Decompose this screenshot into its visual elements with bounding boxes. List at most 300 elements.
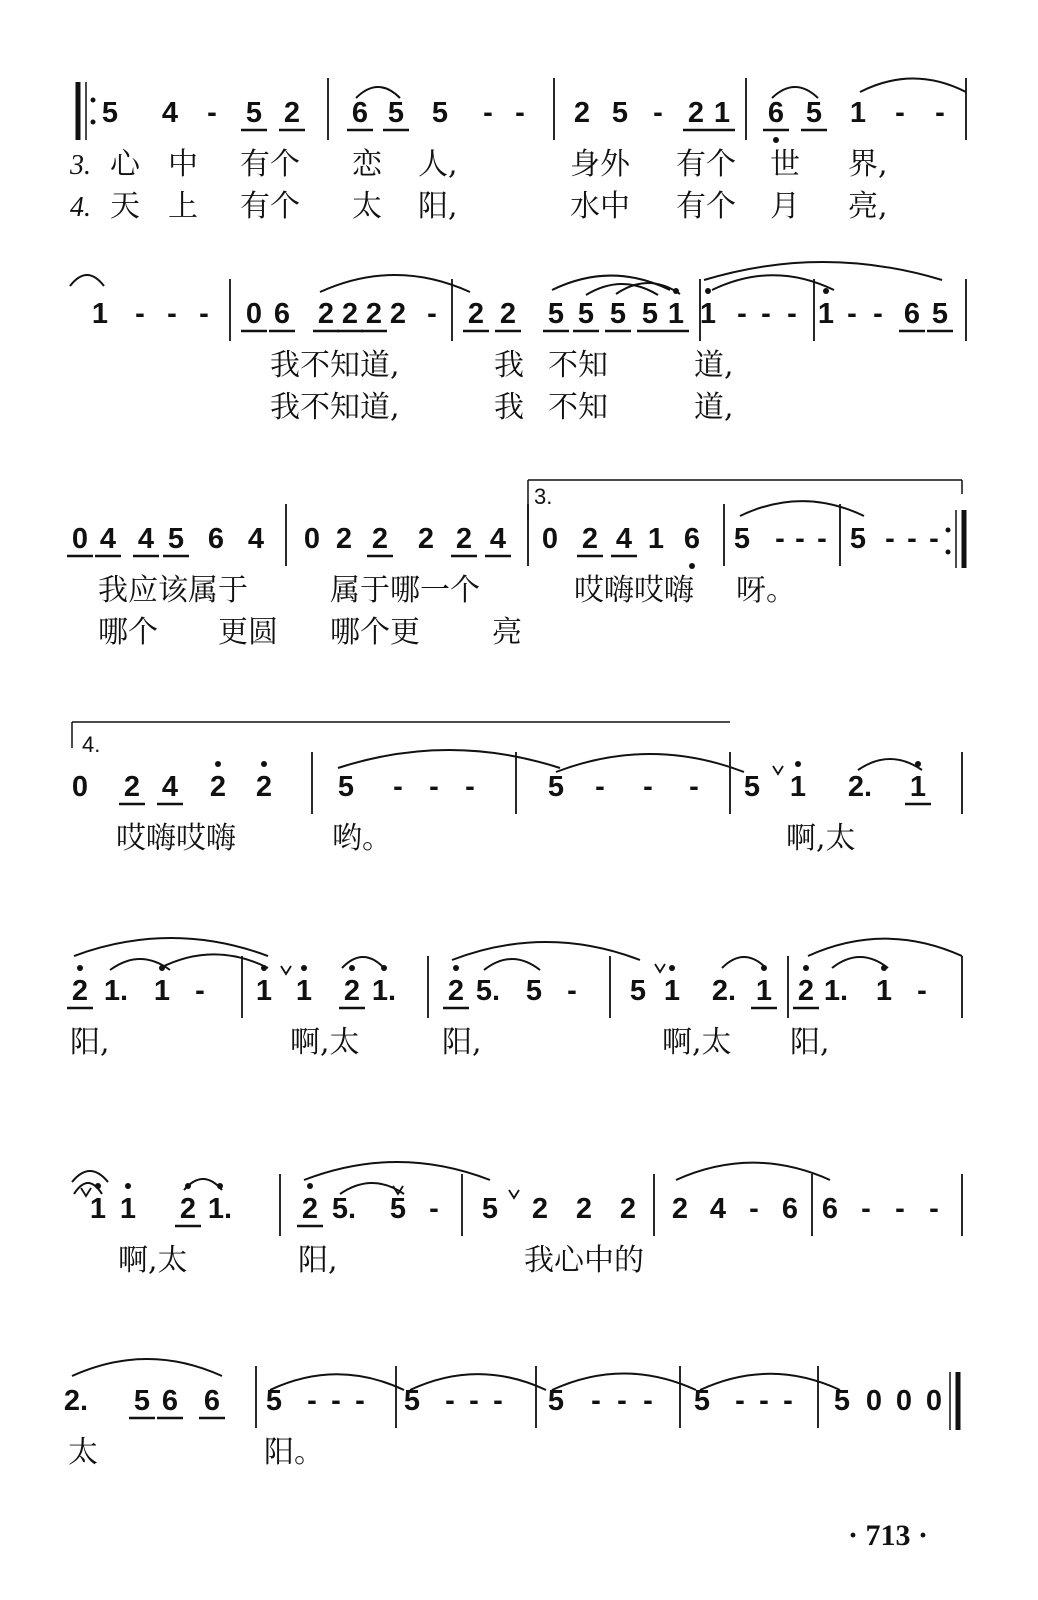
note-symbol: - — [515, 97, 525, 129]
breath-mark — [773, 766, 783, 774]
slur-tie — [338, 750, 560, 768]
slur-tie — [342, 957, 384, 968]
note-symbol: 6 — [273, 298, 291, 330]
note — [672, 1193, 688, 1225]
note-symbol: 5 — [265, 1385, 283, 1417]
note — [577, 523, 603, 556]
note — [710, 1193, 726, 1225]
note — [775, 523, 785, 555]
note-symbol: 6 — [821, 1193, 839, 1225]
note — [269, 298, 295, 331]
note — [383, 97, 409, 130]
lyric-syllable: 亮, — [848, 189, 888, 224]
note-symbol: - — [355, 1385, 365, 1417]
breath-mark — [655, 964, 665, 972]
note-symbol: - — [567, 975, 577, 1007]
note — [208, 523, 224, 555]
note — [526, 975, 542, 1007]
note-symbol: - — [895, 97, 905, 129]
note — [485, 523, 511, 556]
note-symbol: - — [759, 1385, 769, 1417]
note-symbol: 6 — [903, 298, 921, 330]
note — [266, 1385, 282, 1417]
note-symbol: - — [817, 523, 827, 555]
note-symbol: 2 — [343, 975, 361, 1007]
slur-tie — [858, 759, 922, 770]
note — [591, 1385, 601, 1417]
note — [605, 298, 631, 331]
slur-tie — [72, 1359, 222, 1376]
final-barline — [950, 1372, 958, 1430]
lyric-syllable: 阳, — [790, 1025, 830, 1060]
note — [372, 965, 396, 1007]
lyric-syllable: 太 — [352, 189, 382, 224]
note-symbol: 2 — [619, 1193, 637, 1225]
note — [296, 965, 312, 1007]
note-symbol: - — [873, 298, 883, 330]
note-symbol: - — [135, 298, 145, 330]
note-symbol: 0 — [925, 1385, 943, 1417]
note-symbol: 4 — [161, 771, 179, 803]
note-symbol: 5 — [743, 771, 761, 803]
note — [917, 975, 927, 1007]
note-symbol: 5 — [167, 523, 185, 555]
lyric-syllable: 啊,太 — [662, 1025, 732, 1060]
note-symbol: 0 — [865, 1385, 883, 1417]
note-symbol: - — [199, 298, 209, 330]
note — [630, 975, 646, 1007]
slur-tie — [556, 754, 744, 772]
lyric-syllable: 呀。 — [736, 573, 796, 608]
lyrics-layer — [68, 147, 888, 1470]
note — [157, 771, 183, 804]
note-symbol: - — [907, 523, 917, 555]
lyric-syllable: 恋 — [352, 147, 382, 182]
note-symbol: 1 — [89, 1193, 107, 1225]
note — [297, 1183, 323, 1226]
note-symbol: - — [737, 298, 747, 330]
note — [256, 761, 272, 803]
note-symbol: 5 — [547, 1385, 565, 1417]
note-symbol: 5 — [387, 97, 405, 129]
note — [801, 97, 827, 130]
lyric-syllable: 道, — [694, 348, 734, 383]
note — [548, 1385, 564, 1417]
note — [744, 771, 760, 803]
note — [664, 965, 680, 1007]
lyric-syllable: 月 — [770, 189, 800, 224]
note-symbol: 1 — [295, 975, 313, 1007]
note-symbol: - — [929, 523, 939, 555]
note-symbol: - — [929, 1193, 939, 1225]
note — [763, 97, 789, 143]
note — [154, 965, 170, 1007]
lyric-syllable: 阳, — [298, 1243, 338, 1278]
note — [102, 97, 118, 129]
note-symbol: - — [643, 771, 653, 803]
lyric-syllable: 有个 — [676, 147, 736, 182]
note-symbol: - — [493, 1385, 503, 1417]
note — [279, 97, 305, 130]
lyric-syllable: 道, — [694, 390, 734, 425]
note — [199, 1385, 225, 1418]
octave-down-dot — [689, 563, 695, 569]
note-symbol: 5 — [849, 523, 867, 555]
note-symbol: - — [735, 1385, 745, 1417]
note-symbol: 1. — [103, 975, 129, 1007]
note-symbol: 4 — [489, 523, 507, 555]
octave-up-dot — [349, 965, 355, 971]
octave-up-dot — [77, 965, 83, 971]
note — [451, 523, 477, 556]
note — [418, 523, 434, 555]
note-symbol: 2 — [417, 523, 435, 555]
note — [643, 1385, 653, 1417]
lyric-syllable: 有个 — [240, 147, 300, 182]
note — [759, 1385, 769, 1417]
note — [648, 523, 664, 555]
note — [899, 298, 925, 331]
slur-tie — [452, 942, 640, 960]
lyric-syllable: 哪个更 — [330, 615, 420, 650]
note — [162, 97, 178, 129]
octave-up-dot — [261, 761, 267, 767]
note-symbol: - — [885, 523, 895, 555]
note — [95, 523, 121, 556]
note — [256, 965, 272, 1007]
note-symbol: 6 — [683, 523, 701, 555]
lyric-syllable: 身外 — [570, 147, 630, 182]
note-symbol: 2 — [179, 1193, 197, 1225]
note-symbol: 2 — [573, 97, 591, 129]
note — [495, 298, 521, 331]
note — [595, 771, 605, 803]
note-symbol: 0 — [71, 523, 89, 555]
note — [548, 771, 564, 803]
note-symbol: 4 — [615, 523, 633, 555]
note — [896, 1385, 912, 1417]
note-symbol: 5 — [641, 298, 659, 330]
lyric-syllable: 人, — [418, 147, 458, 182]
note — [700, 288, 716, 330]
note-symbol: 2. — [711, 975, 737, 1007]
note — [390, 1193, 406, 1225]
note-symbol: 1 — [667, 298, 685, 330]
note — [67, 523, 93, 556]
note-symbol: 5 — [133, 1385, 151, 1417]
note — [465, 771, 475, 803]
note-symbol: - — [595, 771, 605, 803]
note-symbol: - — [207, 97, 217, 129]
note — [787, 298, 797, 330]
note — [817, 523, 827, 555]
note — [783, 1385, 793, 1417]
lyric-syllable: 中 — [168, 147, 198, 182]
lyric-syllable: 水中 — [570, 189, 630, 224]
note — [574, 97, 590, 129]
lyric-syllable: 不知 — [548, 348, 608, 383]
breath-mark — [281, 966, 291, 974]
note — [157, 1385, 183, 1418]
note-symbol: 5 — [693, 1385, 711, 1417]
ending-label-3: 3. — [534, 484, 553, 509]
slur-tie — [74, 938, 268, 956]
note — [195, 975, 205, 1007]
note-symbol: 0 — [71, 771, 89, 803]
octave-down-dot — [773, 137, 779, 143]
slur-tie — [832, 957, 888, 968]
notes-layer — [64, 97, 953, 1418]
note-symbol: - — [917, 975, 927, 1007]
note-symbol: 1 — [909, 771, 927, 803]
note-symbol: - — [847, 298, 857, 330]
lyric-syllable: 不知 — [548, 390, 608, 425]
note — [712, 975, 736, 1007]
note — [207, 97, 217, 129]
note — [208, 1183, 232, 1225]
lyric-syllable: 属于哪一个 — [330, 573, 480, 608]
note — [543, 298, 569, 331]
note — [210, 761, 226, 803]
slur-tie — [704, 262, 942, 280]
note-symbol: 5 — [547, 771, 565, 803]
note-symbol: - — [429, 1193, 439, 1225]
note — [612, 97, 628, 129]
slur-tie — [700, 1374, 840, 1390]
lyric-syllable: 界, — [848, 147, 888, 182]
note — [895, 1193, 905, 1225]
note-symbol: - — [393, 771, 403, 803]
slur-tie — [160, 954, 268, 968]
octave-up-dot — [125, 1183, 131, 1189]
octave-up-dot — [453, 965, 459, 971]
note — [167, 298, 177, 330]
slur-tie — [860, 79, 966, 92]
note-symbol: 2 — [341, 298, 359, 330]
note — [476, 975, 500, 1007]
note-symbol: 1. — [207, 1193, 233, 1225]
note-symbol: 5 — [481, 1193, 499, 1225]
note — [876, 965, 892, 1007]
note — [493, 1385, 503, 1417]
note-symbol: 1 — [817, 298, 835, 330]
note — [873, 298, 883, 330]
note — [241, 298, 267, 331]
note — [683, 97, 709, 130]
note — [361, 298, 387, 331]
note-symbol: - — [653, 97, 663, 129]
note — [850, 523, 866, 555]
lyric-syllable: 心 — [110, 147, 140, 182]
note — [927, 298, 953, 331]
note-symbol: 5 — [611, 97, 629, 129]
note-symbol: 2 — [447, 975, 465, 1007]
lyric-syllable: 啊,太 — [290, 1025, 360, 1060]
note — [617, 1385, 627, 1417]
note — [133, 523, 159, 556]
note — [735, 1385, 745, 1417]
note — [737, 298, 747, 330]
note — [895, 97, 905, 129]
note — [347, 97, 373, 130]
note — [532, 1193, 548, 1225]
note — [443, 965, 469, 1008]
note-symbol: 4 — [247, 523, 265, 555]
lyric-syllable: 啊,太 — [118, 1243, 188, 1278]
note — [463, 298, 489, 331]
octave-up-dot — [795, 761, 801, 767]
note-symbol: 2 — [575, 1193, 593, 1225]
note-symbol: - — [787, 298, 797, 330]
note-symbol: - — [861, 1193, 871, 1225]
note — [935, 97, 945, 129]
repeat-start-sign — [78, 82, 96, 140]
note — [663, 288, 689, 331]
note-symbol: 6 — [161, 1385, 179, 1417]
note-symbol: - — [167, 298, 177, 330]
note-symbol: 5 — [431, 97, 449, 129]
lyric-syllable: 哎嗨哎嗨 — [574, 573, 694, 608]
note-symbol: - — [427, 298, 437, 330]
note-symbol: 2 — [531, 1193, 549, 1225]
note — [355, 1385, 365, 1417]
note-symbol: 5 — [733, 523, 751, 555]
note — [67, 965, 93, 1008]
slur-tie — [72, 1171, 108, 1182]
note-symbol: 6 — [207, 523, 225, 555]
lyric-syllable: 啊,太 — [786, 821, 856, 856]
note-symbol: 1 — [789, 771, 807, 803]
octave-up-dot — [215, 761, 221, 767]
slur-tie — [740, 501, 864, 516]
note-symbol: 5 — [245, 97, 263, 129]
note — [926, 1385, 942, 1417]
lyric-syllable: 阳, — [418, 189, 458, 224]
slur-tie — [484, 959, 540, 970]
note — [427, 298, 437, 330]
note-symbol: - — [935, 97, 945, 129]
note — [689, 771, 699, 803]
lyric-syllable: 上 — [168, 189, 198, 224]
octave-up-dot — [669, 965, 675, 971]
note-symbol: 1 — [255, 975, 273, 1007]
note-symbol: 6 — [203, 1385, 221, 1417]
note — [818, 288, 834, 330]
note-symbol: - — [483, 97, 493, 129]
note — [104, 975, 128, 1007]
lyric-syllable: 更圆 — [218, 615, 278, 650]
note-symbol: - — [689, 771, 699, 803]
note — [163, 523, 189, 556]
note-symbol: 5 — [547, 298, 565, 330]
note-symbol: 2 — [335, 523, 353, 555]
barlines-layer — [230, 78, 966, 1428]
note — [866, 1385, 882, 1417]
note — [907, 523, 917, 555]
slur-tie — [676, 1163, 830, 1180]
note — [445, 1385, 455, 1417]
note-symbol: 2 — [389, 298, 407, 330]
note-symbol: 2 — [671, 1193, 689, 1225]
ending-label-4: 4. — [82, 732, 101, 757]
slur-tie — [808, 939, 962, 956]
note-symbol: - — [445, 1385, 455, 1417]
note-symbol: 5. — [475, 975, 501, 1007]
note-symbol: 2. — [63, 1385, 89, 1417]
note-symbol: - — [469, 1385, 479, 1417]
note — [824, 975, 848, 1007]
note-symbol: 2 — [365, 298, 383, 330]
note-symbol: 2 — [317, 298, 335, 330]
note — [393, 771, 403, 803]
note — [637, 298, 663, 331]
note — [643, 771, 653, 803]
octave-up-dot — [823, 288, 829, 294]
note — [64, 1385, 88, 1417]
note-symbol: 1 — [713, 97, 731, 129]
note-symbol: 0 — [245, 298, 263, 330]
verse-label: 3. — [70, 150, 91, 181]
note — [367, 523, 393, 556]
note-symbol: 1 — [755, 975, 773, 1007]
note — [573, 298, 599, 331]
note — [684, 523, 700, 569]
octave-up-dot — [803, 965, 809, 971]
note-symbol: - — [307, 1385, 317, 1417]
note-symbol: 2 — [455, 523, 473, 555]
note-symbol: 2 — [581, 523, 599, 555]
note-symbol: 1 — [647, 523, 665, 555]
note — [929, 1193, 939, 1225]
note-symbol: 5 — [403, 1385, 421, 1417]
note — [822, 1193, 838, 1225]
note — [848, 771, 872, 803]
note — [709, 97, 735, 130]
note-symbol: - — [775, 523, 785, 555]
note-symbol: 2 — [255, 771, 273, 803]
note — [175, 1183, 201, 1226]
note — [72, 771, 88, 803]
repeat-end-sign — [946, 510, 965, 568]
note-symbol: 5 — [833, 1385, 851, 1417]
note — [248, 523, 264, 555]
lyric-syllable: 哟。 — [332, 821, 392, 856]
note — [620, 1193, 636, 1225]
note — [847, 298, 857, 330]
lyric-syllable: 哎嗨哎嗨 — [116, 821, 236, 856]
note — [861, 1193, 871, 1225]
octave-up-dot — [307, 1183, 313, 1189]
note — [120, 1183, 136, 1225]
lyric-syllable: 哪个 — [98, 615, 158, 650]
note-symbol: - — [195, 975, 205, 1007]
note-symbol: 4 — [161, 97, 179, 129]
note-symbol: 1. — [823, 975, 849, 1007]
note — [795, 523, 805, 555]
note — [432, 97, 448, 129]
note-symbol: 1. — [371, 975, 397, 1007]
lyric-syllable: 我 — [494, 390, 524, 425]
page-number: · 713 · — [848, 1519, 929, 1552]
note — [429, 771, 439, 803]
note-symbol: 5 — [629, 975, 647, 1007]
lyric-syllable: 阳, — [442, 1025, 482, 1060]
note — [885, 523, 895, 555]
note-symbol: 5 — [577, 298, 595, 330]
note-symbol: 4 — [99, 523, 117, 555]
note-symbol: 5 — [609, 298, 627, 330]
note-symbol: 1 — [91, 298, 109, 330]
